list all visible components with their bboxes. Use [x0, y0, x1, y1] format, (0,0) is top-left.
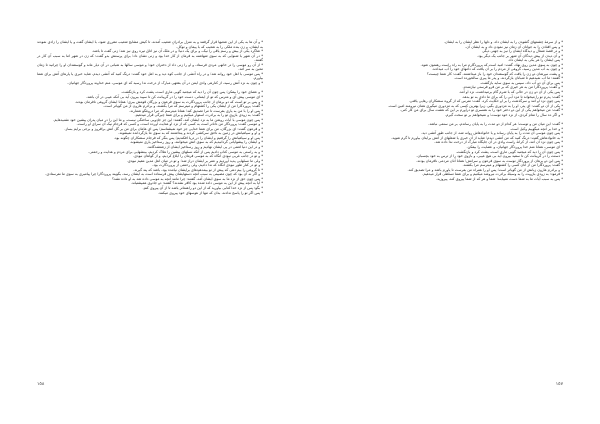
paragraph: * فرمود: به زودی بازویت را به وسیلهٔ برادرت نیرومند میکنیم و برای شما تسلطی قرار میدهیم. — [422, 172, 563, 177]
paragraph: * پس برای آن دو آب داد، سپس به سوی سایه بازگشت. — [479, 80, 563, 85]
paragraph: * گفتند: ما آب نمیدهیم تا شبانان بازگردند، و پدر ما پیری سالخورده است. — [454, 76, 563, 81]
paragraph: * دستت را در گریبانت کن تا سفید بیرون آید بی هیچ عیبی، و بازوی خود را از ترس به خود بچسبان. — [416, 154, 563, 159]
right-page — [300, 0, 600, 424]
paragraph: * پس چون موسی با آیات روشن ما به نزد ایشان آمد، گفتند: این جز جادویی ساختگی نیست، و ما این را در میان پدران پیشین خود نشنیدهایم. — [53, 117, 263, 122]
paragraph: * و عصای خود را بیفکن؛ پس چون آن را دید که میجنبد گویی ماری است، پشت کرد و بازنگشت. — [120, 90, 263, 95]
paragraph: * و ایشان را پیشوایانی گردانیدیم که به سوی آتش میخوانند، و روز رستاخیز یاری نمیشوند. — [129, 140, 263, 145]
left-text-column — [37, 40, 263, 195]
paragraph: * پس او و سپاهیانش را گرفتیم و ایشان را در دریا افکندیم؛ پس بنگر که فرجام ستمکاران چگونه بود. — [113, 135, 263, 140]
paragraph: * و در این دنیا لعنتی در پی ایشان نهادیم و روز رستاخیز ایشان از زشتشدگانند. — [146, 145, 263, 150]
paragraph: * شاگرد یکی از بیش و رسم یاقی را نیک، و برای یک دنیا؛ و در ملک آن نیز اتاق تیره روی نیز شد؛ زنی گفت تا باشد. — [91, 49, 263, 54]
paragraph: * گفت: به زودی بازوی تو را به برادرت استوار میکنیم و برای شما چیرگی قرار میدهیم. — [134, 113, 263, 118]
paragraph: * پس این دو برهان از پروردگار توست به سوی فرعون و سرانش؛ همانا آنان مردمی نافرمان بودند. — [416, 158, 563, 163]
paragraph: * و اگر نه آن بود که چون مصیبتی به سبب آنچه دستهایشان پیش فرستاده است به ایشان رسد، بگویند پروردگارا چرا پیامبری به سوی ما نفرستادی. — [45, 172, 263, 177]
paragraph: * و از سرمهٔ چشمهای گشودن را به ایشان داد، و دلها را نظر ایشان را به ایشان. — [443, 40, 563, 44]
paragraph: * و اگر ده سال را تمام کردی، از نزد خود توست؛ و نمیخواهم بر تو سخت گیرم. — [445, 112, 563, 117]
paragraph: * در آن شهر با شنوایی که به سوی شهاشنه به فرمان از کار خدا بود و زنی نشان داد؛ برای پرستش بدو گفت: که زن در شهر اما به سبب آن کار در گفتند. — [37, 53, 263, 63]
paragraph: * یکی از آن دو گفت: ای پدر، او را به مزدوری بگیر، زیرا بهترین کسی که به مزدوری میگیری همان نیرومند امین است. — [387, 103, 563, 108]
paragraph: * و او و سپاهیانش در زمین به ناحق سرکشی کردند و پنداشتند که به سوی ما بازگردانده نمیشوند. — [118, 131, 263, 136]
paragraph: * ولی ما نسلهایی پدید آوردیم و عمر بر ایشان دراز شد؛ و تو در میان اهل مدین مقیم نبودی. — [126, 158, 263, 163]
paragraph: * و تو در جانب غربی نبودی آنگاه که به موسی فرمان را ابلاغ کردیم، و از گواهان نبودی. — [132, 154, 263, 159]
paragraph: * و آن دیدن از پیش دیدگان آن شهر بر جانب یک دیگر بود. — [477, 53, 563, 58]
paragraph: * و پشت سرشان دو زن را یافت که گوسفندان خود را باز میداشتند. گفت: کار شما چیست؟ — [426, 71, 563, 76]
paragraph: * بگو: پس از نزد خدا کتابی بیاورید که از این دو راهنماتر باشد تا از آن پیروی کنم. — [142, 185, 263, 190]
paragraph: * ای موسی پیش آی و مترس که تو از ایمنانی. دست خود را در گریبانت کن تا سپید بیرون آید بی آنکه عیبی در آن باشد. — [86, 95, 263, 100]
paragraph: * پس موسی با اهل خود روانه شد؛ و در راه آتشی از جانب کوه دید و به اهل خود گفت: درنگ کنید که آتشی دیدم، شاید خبری یا پارهای آتش برای شما بیاورم. — [37, 71, 263, 81]
paragraph: * و چون به سوی مدین روی نهاد، گفت: امید است که پروردگارم مرا به راه راست رهنمون شود. — [420, 62, 563, 67]
paragraph: * و خدا بر آنچه میگوییم وکیل است. — [509, 126, 563, 131]
paragraph: * و تو در کنار طور نبودی آنگاه که ندا دادیم، ولی رحمتی از پروردگارت بود. — [152, 163, 263, 168]
paragraph: * پس ایشان را هر یکی به ایشان داد. — [507, 58, 563, 63]
paragraph: * گفت: من میخواهم یکی از این دو دختر خود را به همسری تو درآورم بر این که هشت سال برای من کار کنی. — [400, 108, 563, 113]
paragraph: * و برادرم هارون زبانش از من گویاتر است؛ پس او را همراه من بفرست تا یاورم باشد و مرا تصدیق کند. — [407, 167, 563, 172]
paragraph: * پس چون حق از نزد ما به سوی ایشان آمد، گفتند: چرا مانند آنچه به موسی داده شد به او داده نشد؟ — [112, 176, 263, 181]
paragraph: * و گفت: پروردگارا من به هر خیری که بر من فرو فرستی نیازمندم. — [462, 85, 563, 90]
paragraph: * و پس بر تو است که دو برهان از جانب پروردگارت به سوی فرعون و بزرگان قومش ببری؛ همانا ایشان گروهی نافرمان بودند. — [74, 99, 263, 104]
paragraph: * پس چون نزد او آمد و سرگذشت را بر او حکایت کرد، گفت: مترس که از گروه ستمکاران رهایی یافتی. — [408, 99, 563, 104]
paragraph: * و به راستی به موسی کتاب دادیم پس از آنکه نسلهای پیشین را هلاک کردیم، بینشهایی برای مردم و هدایت و رحمتی. — [88, 149, 263, 154]
paragraph: * گفت: پروردگارا من از ایشان یکی را کشتهام و میترسم که مرا بکشند، و برادرم هارون از من گویاتر است. — [103, 104, 263, 109]
paragraph: * و چون به نزد آتش رسید، از کنارهی وادی ایمن در آن بقعهی مبارک از درخت ندا رسید که ای موسی، منم خداوند پروردگار جهانیان. — [67, 80, 263, 85]
paragraph: * ای موسی، همانا منم خدا پروردگار جهانیان، و عصایت را بیفکن. — [466, 145, 563, 150]
paragraph: * از آن رو موسی را در خانهی مردی فرستاد، و او را زنی داد از دختران خود؛ و موسی سالها به شبانی در آن دیار ماند و گوسفندان او را چرانید تا زمان معین به سر آمد. — [37, 62, 263, 72]
paragraph: * تا گروهی را بیم دهی که پیش از تو بیمدهندهای برایشان نیامده بود، باشد که پند گیرند. — [133, 167, 263, 172]
paragraph: * آیا به آنچه پیش از این به موسی داده شده بود کافر نشدند؟ گفتند: دو جادوی همپشتیاند. — [130, 181, 263, 186]
paragraph: * و پس افتادن را به جوانان آن زمان نیز نمودن داد و به ایشان آن. — [465, 44, 563, 49]
paragraph: * و در قصهٔ شمال و دیدگاه ایشان را نیز به جهتی دیگر. — [481, 49, 563, 54]
paragraph: * و موسی گفت: پروردگار من داناتر است به کسی که از نزد او هدایت آورده است، و کسی که فرجام نیک آن سرای او راست. — [76, 122, 263, 127]
paragraph: * پس یکی از آن دو زن در حالی که با شرم گام برمیداشت، نزد او آمد. — [458, 90, 563, 95]
paragraph: * و فرعون گفت: ای بزرگان، من برای شما خدایی جز خود نمیشناسم؛ پس ای هامان برای من بر گل آتش برافروز و برجی برایم بساز. — [64, 126, 263, 131]
page-number: ١٥٧ — [555, 382, 563, 387]
paragraph: * گفت: این میان من و توست؛ هر کدام از دو مدت را به پایان رساندم، بر من ستمی نباشد. — [428, 122, 563, 127]
paragraph: * گفت: پدرم تو را میخواند تا مزد آبی را که برای ما دادی به تو بدهد. — [461, 94, 563, 99]
page-number: ١٥٨ — [37, 382, 45, 387]
paragraph: * پس اگر تو را پاسخ ندادند، بدان که تنها از هوسهای خود پیروی میکنند. — [157, 190, 263, 195]
paragraph: * پس چون موسی آن مدت را به پایان رساند و با خانوادهاش روانه شد، از جانب طور آتشی دید. — [421, 131, 563, 136]
right-text-column — [337, 40, 563, 181]
paragraph: * و چون به آب مدین رسید، گروهی از مردم را بر آن یافت که دامهای خود را آب میدادند. — [431, 67, 563, 72]
paragraph: * پس چون آن را دید که میجنبد گویی ماری است، پشت کرد و بازنگشت. — [455, 149, 563, 154]
paragraph: * گفت: پروردگارا من از آنان کسی را کشتهام و میترسم مرا بکشند. — [462, 163, 563, 168]
paragraph: * به خانوادهاش گفت: درنگ کنید که من آتشی دیدم؛ شاید از آن خبری یا شعلهای از آتش برایتان بیاورم تا گرم شوید. — [391, 135, 563, 140]
paragraph: * پس چون نزد آن آمد، از کرانهٔ راست وادی در آن جایگاه مبارک از درخت ندا داده شد. — [434, 140, 563, 145]
paragraph: * پس به سبب آیات ما به شما دست نمییابند؛ شما و هر که از شما پیروی کند، پیروزید. — [435, 176, 563, 181]
paragraph: * پس او را با من به یاری بفرست تا مرا تصدیق کند؛ همانا میترسم که مرا دروغگو شمارند. — [129, 108, 263, 113]
paragraph: * و آن ها به یکی از این شعبها قرار گرفتند و به منزل برادرانِ شعیب آمدند، تا کیش مشایخ شعیب مقرری شود، با ایشان گفت و یا ایشان را زادی نمودند به ایشان، و زن بنده ملکی را به شعیب که با پیمان و توکل. — [37, 40, 263, 49]
